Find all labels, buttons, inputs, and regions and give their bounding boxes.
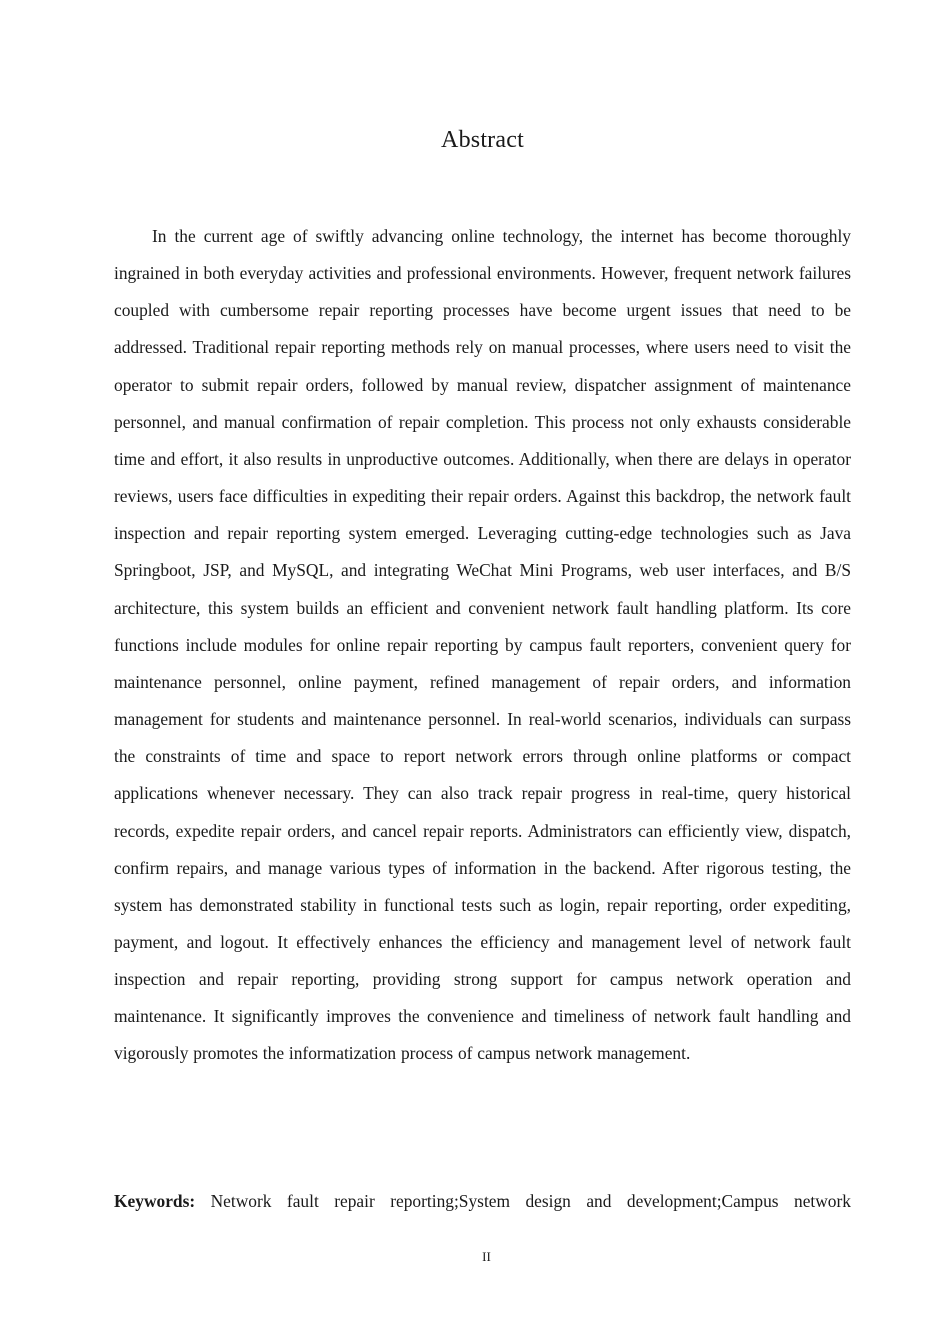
abstract-title: Abstract	[441, 127, 524, 153]
abstract-body-text: In the current age of swiftly advancing online technology, the internet has become thoroughly ingrained in both everyday activities and professional environments. However, frequent network failures coupled with cumbersome repair reporting processes have become urgent issues that need to be addressed. Traditional repair reporting methods rely on manual processes, where users need to visit the operator to submit repair orders, followed by manual review, dispatcher assignment of maintenance personnel, and manual confirmation of repair completion. This process not only exhausts considerable time and effort, it also results in unproductive outcomes. Additionally, when there are delays in operator reviews, users face difficulties in expediting their repair orders. Against this backdrop, the network fault inspection and repair reporting system emerged. Leveraging cutting-edge technologies such as Java Springboot, JSP, and MySQL, and integrating WeChat Mini Programs, web user interfaces, and B/S architecture, this system builds an efficient and convenient network fault handling platform. Its core functions include modules for online repair reporting by campus fault reporters, convenient query for maintenance personnel, online payment, refined management of repair orders, and information management for students and maintenance personnel. In real-world scenarios, individuals can surpass the constraints of time and space to report network errors through online platforms or compact applications whenever necessary. They can also track repair progress in real-time, query historical records, expedite repair orders, and cancel repair reports. Administrators can efficiently view, dispatch, confirm repairs, and manage various types of information in the backend. After rigorous testing, the system has demonstrated stability in functional tests such as login, repair reporting, order expediting, payment, and logout. It effectively enhances the efficiency and management level of network fault inspection and repair reporting, providing strong support for campus network operation and maintenance. It significantly improves the convenience and timeliness of network fault handling and vigorously promotes the informatization process of campus network management.	[114, 226, 851, 1064]
keywords-label: Keywords:	[114, 1191, 196, 1211]
page-number: II	[482, 1249, 491, 1264]
keywords-list: Network fault repair reporting;System design and development;Campus network	[210, 1191, 851, 1211]
keywords-line	[114, 1183, 851, 1220]
